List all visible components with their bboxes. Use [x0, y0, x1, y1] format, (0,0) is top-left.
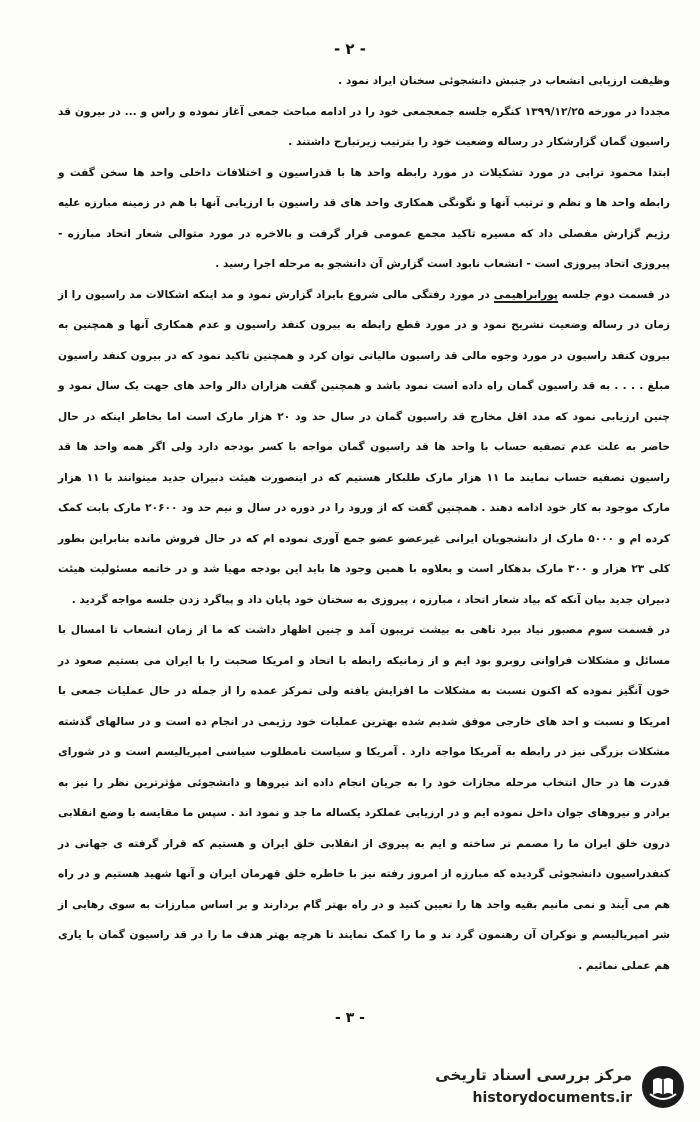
paragraph-5: در قسمت سوم مصبور نیاد بیرد ناهی به بیشت تریبون آمد و چنین اظهار داشت که ما از زمان انشعاب تا امسال با مسائل و مشکلات فراوانی روبرو بود ایم و از زمانیکه رابطه با اتحاد و امریکا صحبت را با ایران می بستیم صعود در خون آنگیز نموده که اکنون نسبت به مشکلات ما افزایش یافته ولی تمرکز عمده را از جمله در حال عملیات جمعی با امریکا و نسبت و احد های خارجی موفق شدیم شده بهترین عملیات خود رژیمی در انجام ده است و در سالهای گذشته مشکلات بزرگی نیز در رابطه به آمریکا مواجه دارد . آمریکا و سیاست نامطلوب سیاسی امپریالیسم است و در شورای قدرت ها در حال انتخاب مرحله مجازات خود را به جریان انجام داده اند نیروها و دانشجوئی مؤثرترین نظر را نیز به برادر و نیروهای جوان داخل نموده ایم و در ارزیابی عملکرد یکساله ما جد و نمود اند . سپس ما مقایسه با وضع انقلابی درون خلق ایران ما را مصمم تر ساخته و ایم به پیروی از انقلابی خلق ایران و هستیم که قرار گرفته ی جهانی در کنفدراسیون دانشجوئی گردیده که مبارزه از امروز رفته نیز با خاطره خلق قهرمان ایران و آنها شهید هستیم و در راه هم می آیند و نمی مانیم بقیه واحد ها را تعیین کنید و در راه بهتر گام بردارند و بر اساس مبارزات به سوی رهایی از شر امپریالیسم و نوکران آن رهنمون گرد ند و ما را کمک نمایند تا هرچه بهتر هدف ما را در قد راسیون گمان با یاری هم عملی نمائیم . [58, 624, 670, 972]
watermark-title: مرکز بررسی اسناد تاریخی [435, 1066, 632, 1084]
watermark-url: historydocuments.ir [472, 1090, 632, 1106]
page-footer: - ۳ - [335, 1010, 365, 1026]
paragraph-1: وظیفت ارزیابی انشعاب در جنبش دانشجوئی سخنان ایراد نمود . [338, 75, 670, 87]
underlined-phrase: پورابراهیمی [493, 288, 558, 301]
watermark [386, 1060, 686, 1116]
paragraph-4-text: در قسمت دوم جلسه پورابراهیمی در مورد رفتگی مالی شروع بایراد گزارش نمود و مد اینکه اشکالات مد راسیون را از زمان در رساله وضعیت تشریح نمود و در مورد قطع رابطه به بیرون کنفد راسیون و عدم همکاری آنها و همچنین به بیرون کنفد راسیون در مورد وجوه مالی قد راسیون مالیاتی توان کرد و همچنین تاکید نمود که در بیرون کنفد راسیون مبلغ . . . . به قد راسیون گمان راه داده است نمود باشد و همچنین گفت هزاران دالر واحد های جهت یک سال نمود و چنین ارزیابی نمود که مدد اقل مخارج قد راسیون گمان در سال حد ود ۲۰ هزار مارک است اما بخاطر اینکه در حال حاضر به علت عدم تصفیه حساب با واحد ها قد راسیون گمان مواجه با کسر بودجه دارد ولی اگر همه واحد ها قد راسیون تصفیه حساب نمایند ما ۱۱ هزار مارک طلبکار هستیم که در اینصورت هیئت دبیران جدید میتوانند با ۱۱ هزار مارک موجود به کار خود ادامه دهند . همچنین گفت که از ورود را در دوره در سال و نیم حد ود ۲۰۶۰۰ مارک بابت کمک کرده ام و ۵۰۰۰ مارک از دانشجویان ایرانی غیرعضو عضو جمع آوری نموده ام که در حال فروش مانده بنابراین بطور کلی ۲۳ هزار و ۳۰۰ مارک بدهکار است و بعلاوه با همین وجود ها باید این بودجه مهیا شد و در خاتمه مسئولیت هیئت دبیران جدید بیان آنکه که بیاد شعار اتحاد ، مبارزه ، پیروزی به سخنان خود پایان داد و پیاگرد زدن جلسه مواجه گردید . [58, 288, 671, 606]
paragraph-4 [58, 280, 670, 616]
archive-logo-icon [640, 1064, 686, 1110]
document-body [58, 66, 670, 981]
page-number: - ۲ - [333, 40, 367, 58]
paragraph-2: مجددا در مورخه ۱۳۹۹/۱۲/۲۵ کنگره جلسه جمعجمعی خود را در ادامه مباحث جمعی آغاز نموده و راس و ... در بیرون قد راسیون گمان گزارشکار در رساله وضعیت خود را بترتیب زیرتبارح داشتند . [58, 105, 671, 148]
paragraph-3: ابتدا محمود ترابی در مورد تشکیلات در مورد رابطه واحد ها با قدراسیون و اختلافات داخلی واحد ها سخن گفت و رابطه واحد ها و نظم و ترتیب آنها و نگونگی همکاری واحد های قد راسیون با ارزیابی آنها با هم در زمینه مبارزه علیه رژیم گزارش مفصلی داد که مسیره تاکید مجمع عمومی قرار گرفت و بالاخره در مورد متوالی شعار اتحاد مبارزه - پیروزی اتحاد پیروزی است - انشعاب نابود است گزارش آن دانشجو به مرحله اجرا رسید . [58, 166, 670, 270]
